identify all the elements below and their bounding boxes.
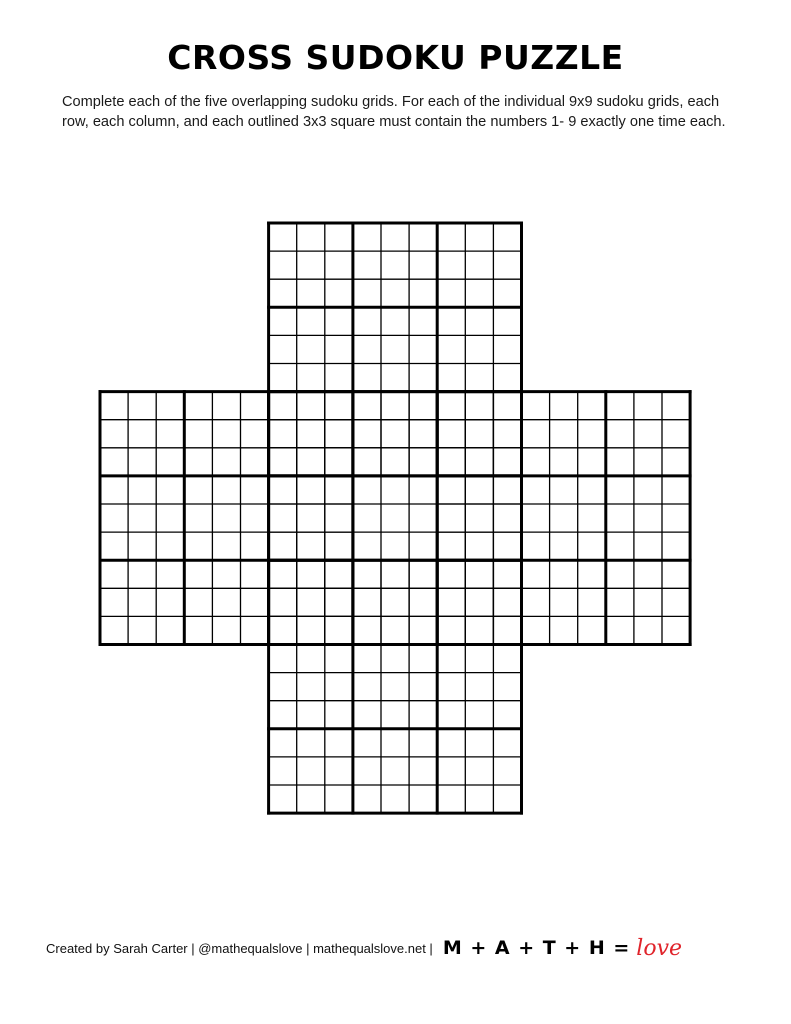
instructions-text: Complete each of the five overlapping sudoku grids. For each of the individual 9x9 sudoku grids, each row, each column, and each outlined 3x3 square must contain the numbers 1- 9 exactly one time each. — [62, 94, 726, 130]
math-equals-love-logo — [443, 936, 682, 961]
brand-love: love — [636, 935, 683, 961]
page-title: CROSS SUDOKU PUZZLE — [167, 38, 624, 77]
footer — [46, 933, 682, 963]
brand-text: M + A + T + H = — [442, 937, 631, 959]
sudoku-grid-left — [100, 392, 353, 645]
footer-credits: Created by Sarah Carter | @mathequalslove | mathequalslove.net | — [46, 940, 433, 956]
sudoku-grid-bottom — [269, 560, 522, 813]
sudoku-grid-center — [269, 392, 522, 645]
sudoku-grid-top — [269, 223, 522, 476]
sudoku-grid-right — [437, 392, 690, 645]
